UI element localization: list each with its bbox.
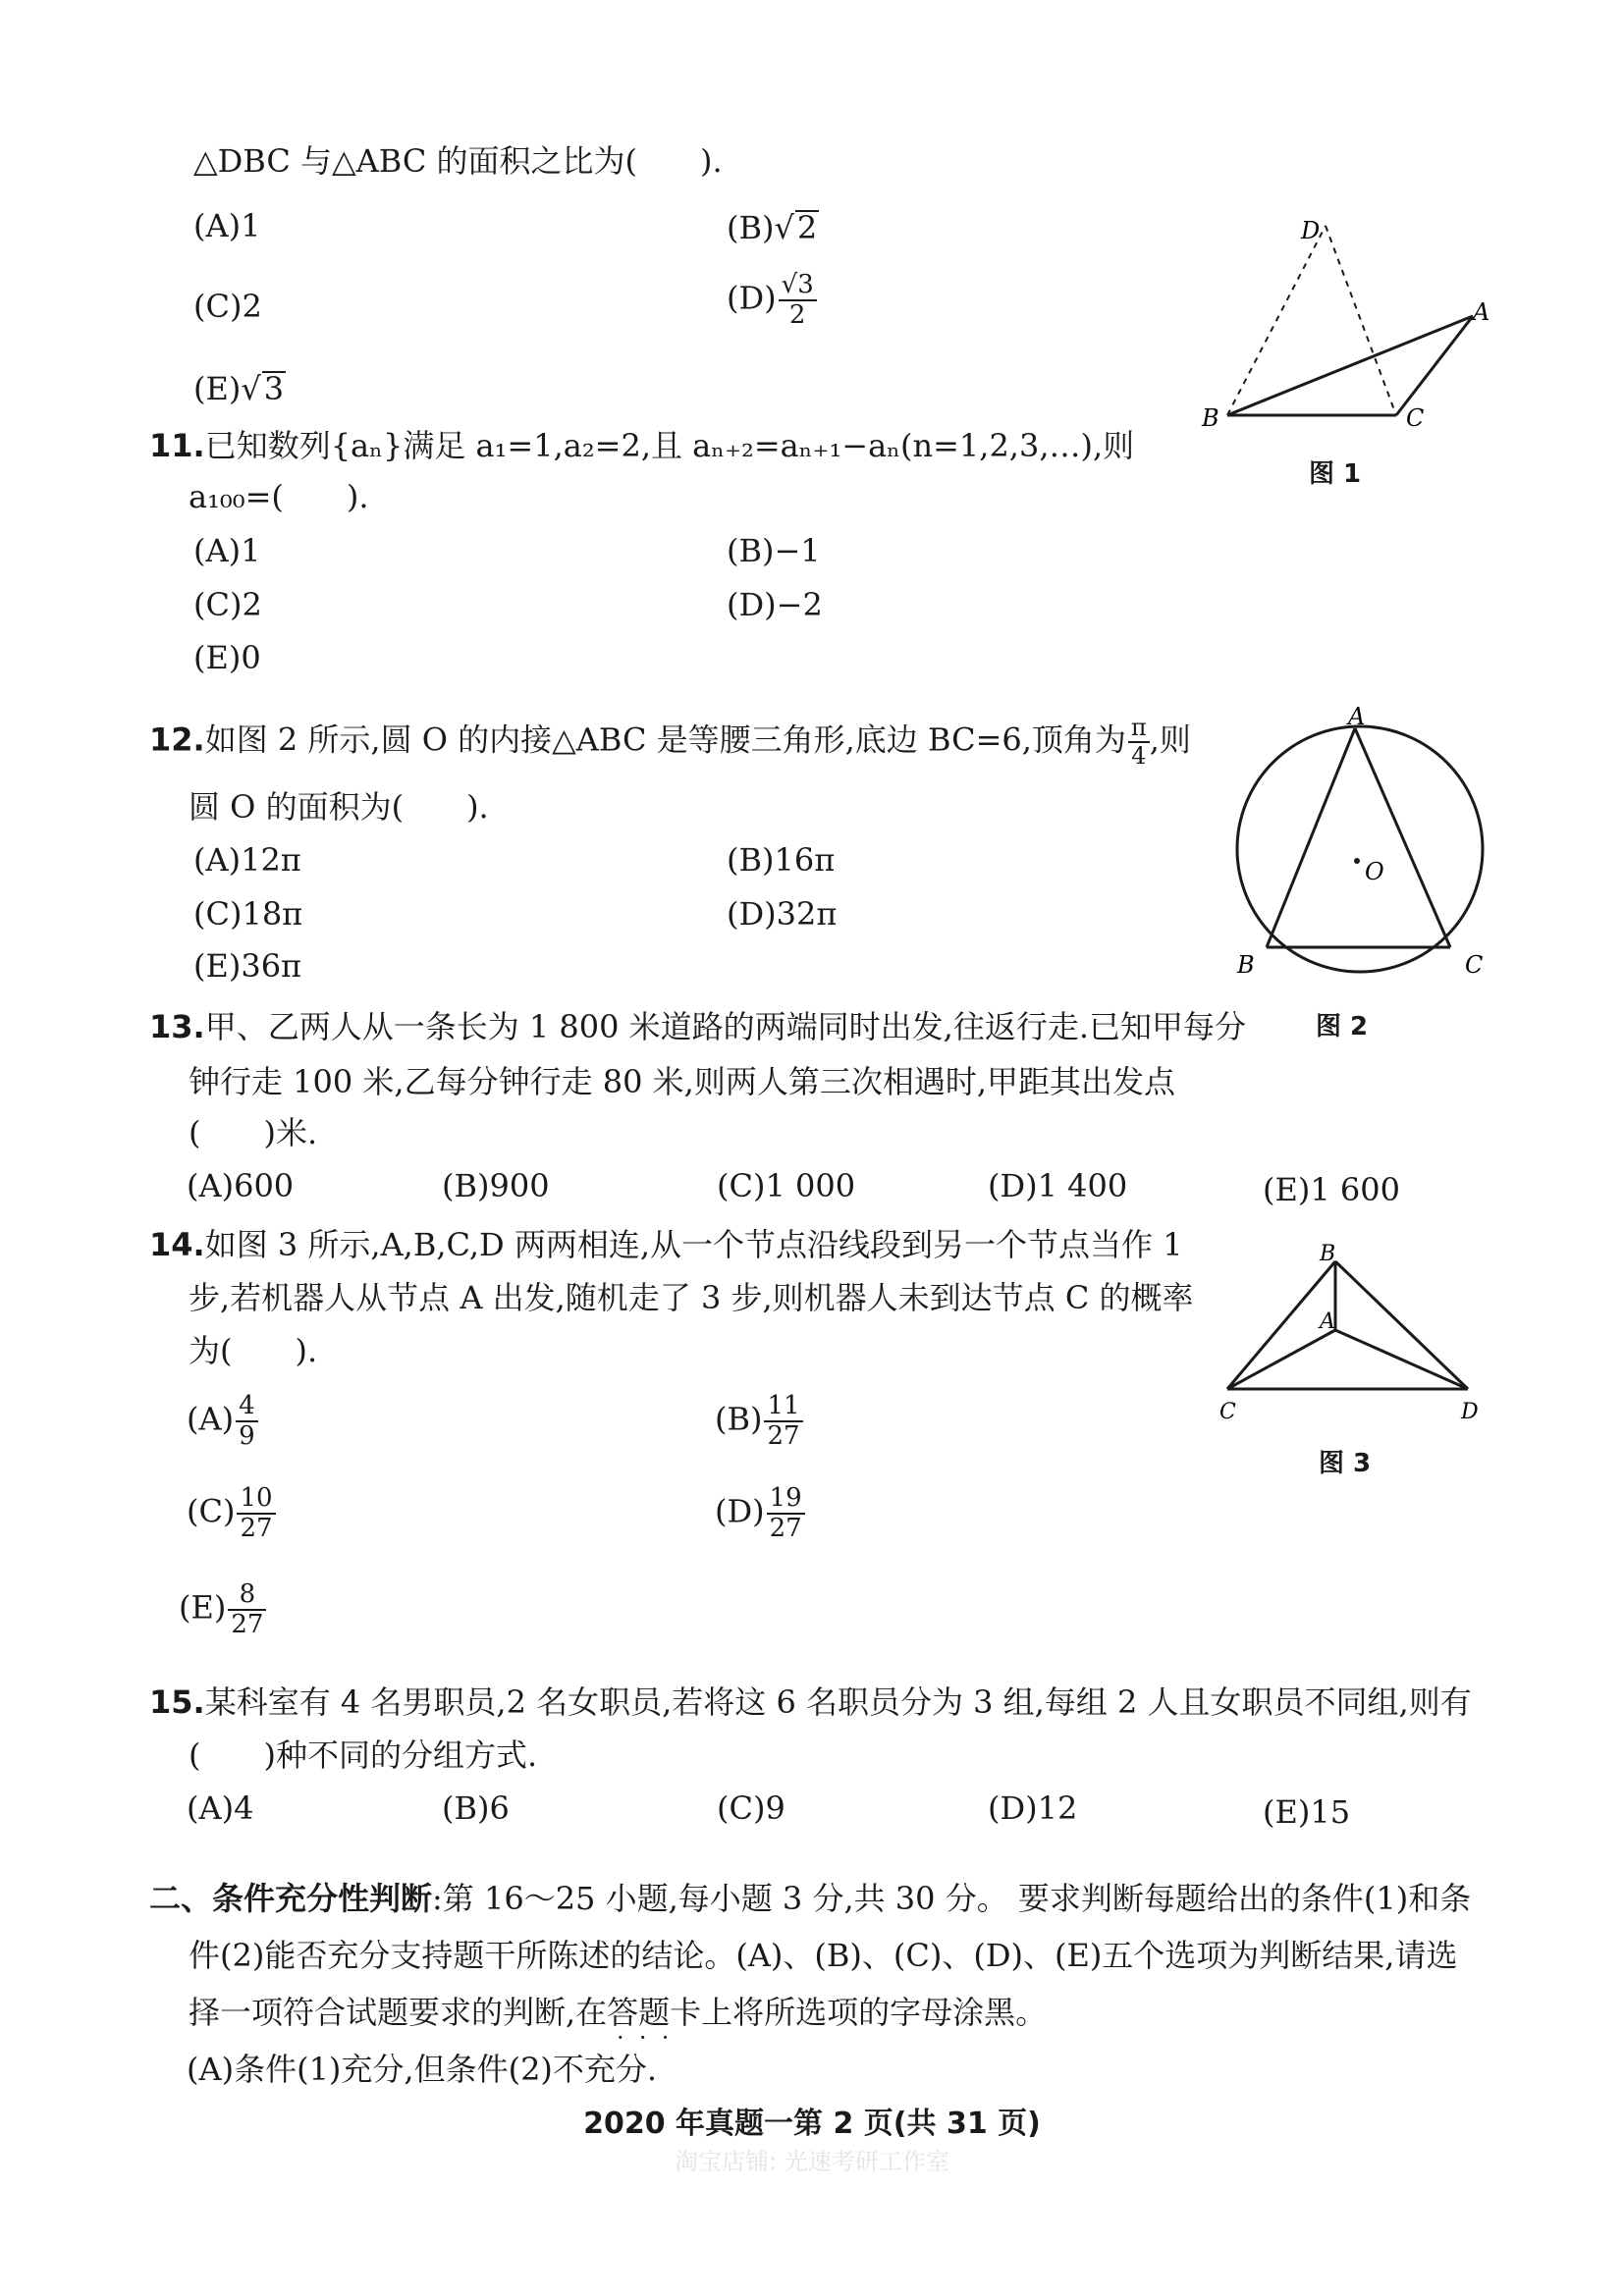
- q10-option-c[interactable]: (C)2: [193, 288, 262, 325]
- numerator: √3: [779, 271, 817, 301]
- denominator: 27: [240, 1514, 273, 1544]
- denominator: 27: [767, 1421, 800, 1452]
- label-o: O: [1365, 858, 1384, 885]
- option-label: (D): [715, 1492, 765, 1530]
- q11-option-c[interactable]: (C)2: [193, 586, 262, 623]
- section2-option-a[interactable]: (A)条件(1)充分,但条件(2)不充分.: [187, 2051, 658, 2088]
- q15-option-a[interactable]: (A)4: [187, 1789, 254, 1827]
- q15-option-e[interactable]: (E)15: [1263, 1793, 1351, 1831]
- q12-option-c[interactable]: (C)18π: [193, 895, 303, 933]
- section-title: 二、条件充分性判断: [149, 1880, 433, 1917]
- q12-option-d[interactable]: (D)32π: [727, 895, 838, 933]
- label-a: A: [1320, 1309, 1335, 1334]
- q13-option-a[interactable]: (A)600: [187, 1167, 295, 1204]
- label-b: B: [1237, 951, 1255, 979]
- q13-line1: [149, 1008, 1246, 1045]
- figure-1: [1178, 206, 1502, 452]
- q11-line1: [149, 427, 1135, 464]
- q10-stem: △DBC 与△ABC 的面积之比为( ).: [193, 142, 723, 180]
- q12-option-a[interactable]: (A)12π: [193, 841, 301, 879]
- q10-option-e[interactable]: (E)√3: [193, 370, 285, 407]
- q15-line1: [149, 1683, 1472, 1721]
- q10-option-d[interactable]: [727, 271, 817, 330]
- q14-text: 如图 3 所示,A,B,C,D 两两相连,从一个节点沿线段到另一个节点当作 1: [204, 1226, 1183, 1263]
- figure-2: [1218, 707, 1502, 991]
- q14-line1: [149, 1226, 1183, 1263]
- q11-option-d[interactable]: (D)−2: [727, 586, 823, 623]
- q11-option-a[interactable]: (A)1: [193, 532, 261, 569]
- q14-line2: 步,若机器人从节点 A 出发,随机走了 3 步,则机器人未到达节点 C 的概率: [189, 1279, 1194, 1316]
- line-bd: [1335, 1261, 1468, 1389]
- figure-3: [1198, 1232, 1502, 1428]
- q15-text: 某科室有 4 名男职员,2 名女职员,若将这 6 名职员分为 3 组,每组 2 人且女职员不同组,则有: [204, 1683, 1472, 1721]
- section-text: :第 16～25 小题,每小题 3 分,共 30 分。 要求判断每题给出的条件(1)和条: [432, 1880, 1472, 1917]
- numerator: π: [1128, 715, 1150, 743]
- q12-line2: 圆 O 的面积为( ).: [189, 788, 489, 826]
- question-number: 13.: [149, 1008, 205, 1045]
- q13-option-e[interactable]: (E)1 600: [1263, 1171, 1400, 1208]
- q13-text: 甲、乙两人从一条长为 1 800 米道路的两端同时出发,往返行走.已知甲每分: [204, 1008, 1246, 1045]
- fraction: [236, 1392, 258, 1451]
- q14-line3: 为( ).: [189, 1332, 318, 1369]
- option-label: (B): [727, 209, 775, 246]
- q10-option-b[interactable]: (B)√2: [727, 209, 818, 246]
- figure-2-caption: 图 2: [1316, 1012, 1369, 1041]
- line-bd: [1227, 226, 1326, 415]
- q12-line1: [149, 715, 1191, 770]
- line-ac: [1227, 1330, 1335, 1389]
- fraction: [1128, 715, 1150, 770]
- option-label: (C): [187, 1492, 236, 1530]
- label-d: D: [1301, 217, 1321, 244]
- q12-option-b[interactable]: (B)16π: [727, 841, 836, 879]
- label-c: C: [1406, 404, 1425, 432]
- label-c: C: [1465, 951, 1484, 979]
- fraction: [779, 271, 817, 330]
- question-number: 12.: [149, 721, 205, 759]
- figure-3-caption: 图 3: [1319, 1449, 1372, 1478]
- numerator: 10: [237, 1484, 275, 1515]
- q15-option-b[interactable]: (B)6: [442, 1789, 510, 1827]
- denominator: 9: [239, 1421, 255, 1452]
- label-c: C: [1219, 1400, 1236, 1424]
- figure-1-caption: 图 1: [1309, 459, 1362, 489]
- q11-option-b[interactable]: (B)−1: [727, 532, 821, 569]
- radicand: 2: [796, 209, 818, 246]
- numerator: 11: [764, 1392, 802, 1422]
- label-d: D: [1461, 1400, 1479, 1424]
- q14-option-e[interactable]: [179, 1580, 266, 1639]
- denominator: 2: [788, 300, 806, 331]
- line-ad: [1335, 1330, 1468, 1389]
- numerator: 4: [236, 1392, 258, 1422]
- q15-option-c[interactable]: (C)9: [717, 1789, 785, 1827]
- fraction: [767, 1484, 805, 1543]
- option-label: (E): [179, 1588, 227, 1627]
- q11-line2: a₁₀₀=( ).: [189, 478, 369, 515]
- fraction: [237, 1484, 275, 1543]
- radicand: 3: [263, 370, 285, 407]
- q15-option-d[interactable]: (D)12: [988, 1789, 1078, 1827]
- question-number: 14.: [149, 1226, 205, 1263]
- watermark: 淘宝店铺: 光速考研工作室: [675, 2148, 949, 2175]
- denominator: 27: [769, 1514, 802, 1544]
- q13-option-c[interactable]: (C)1 000: [717, 1167, 856, 1204]
- section2-line2: 件(2)能否充分支持题干所陈述的结论。(A)、(B)、(C)、(D)、(E)五个选项为判断结果,请选: [189, 1937, 1458, 1974]
- q13-option-b[interactable]: (B)900: [442, 1167, 550, 1204]
- option-label: (A): [187, 1400, 235, 1438]
- question-number: 15.: [149, 1683, 205, 1721]
- denominator: 27: [231, 1610, 264, 1640]
- section2-line3: 择一项符合试题要求的判断,在答题卡上将所选项的字母涂黑。: [189, 1994, 1048, 2031]
- q14-option-c[interactable]: [187, 1484, 276, 1543]
- center-point: [1354, 858, 1360, 864]
- q12-option-e[interactable]: (E)36π: [193, 947, 302, 985]
- numerator: 19: [767, 1484, 805, 1515]
- option-label: (B): [715, 1400, 763, 1438]
- option-label: (E): [193, 370, 242, 407]
- q14-option-d[interactable]: [715, 1484, 805, 1543]
- q13-line2: 钟行走 100 米,乙每分钟行走 80 米,则两人第三次相遇时,甲距其出发点: [189, 1063, 1176, 1100]
- line-dc: [1326, 226, 1396, 415]
- q12-text: 如图 2 所示,圆 O 的内接△ABC 是等腰三角形,底边 BC=6,顶角为: [204, 721, 1126, 759]
- q14-option-b[interactable]: [715, 1392, 803, 1451]
- label-b: B: [1320, 1242, 1336, 1266]
- q11-option-e[interactable]: (E)0: [193, 639, 261, 676]
- numerator: 8: [228, 1580, 266, 1611]
- q12-text-tail: ,则: [1149, 721, 1191, 759]
- label-b: B: [1202, 404, 1219, 432]
- option-label: (D): [727, 279, 777, 317]
- q10-option-a[interactable]: (A)1: [193, 207, 261, 244]
- q13-line3: ( )米.: [189, 1114, 318, 1151]
- line-ab: [1267, 728, 1355, 947]
- label-a: A: [1348, 707, 1366, 730]
- page-footer: 2020 年真题一第 2 页(共 31 页): [583, 2107, 1041, 2141]
- denominator: 4: [1131, 741, 1147, 770]
- label-a: A: [1473, 298, 1490, 326]
- q15-line2: ( )种不同的分组方式.: [189, 1736, 538, 1774]
- line-ac: [1355, 728, 1450, 947]
- question-number: 11.: [149, 427, 205, 464]
- fraction: [228, 1580, 266, 1639]
- section2-line1: [149, 1880, 1472, 1917]
- q11-text: 已知数列{aₙ}满足 a₁=1,a₂=2,且 aₙ₊₂=aₙ₊₁−aₙ(n=1,2,3,…),则: [204, 427, 1135, 464]
- q14-option-a[interactable]: [187, 1392, 258, 1451]
- fraction: [764, 1392, 802, 1451]
- emphasis-dots: · · ·: [617, 2024, 670, 2052]
- q13-option-d[interactable]: (D)1 400: [988, 1167, 1128, 1204]
